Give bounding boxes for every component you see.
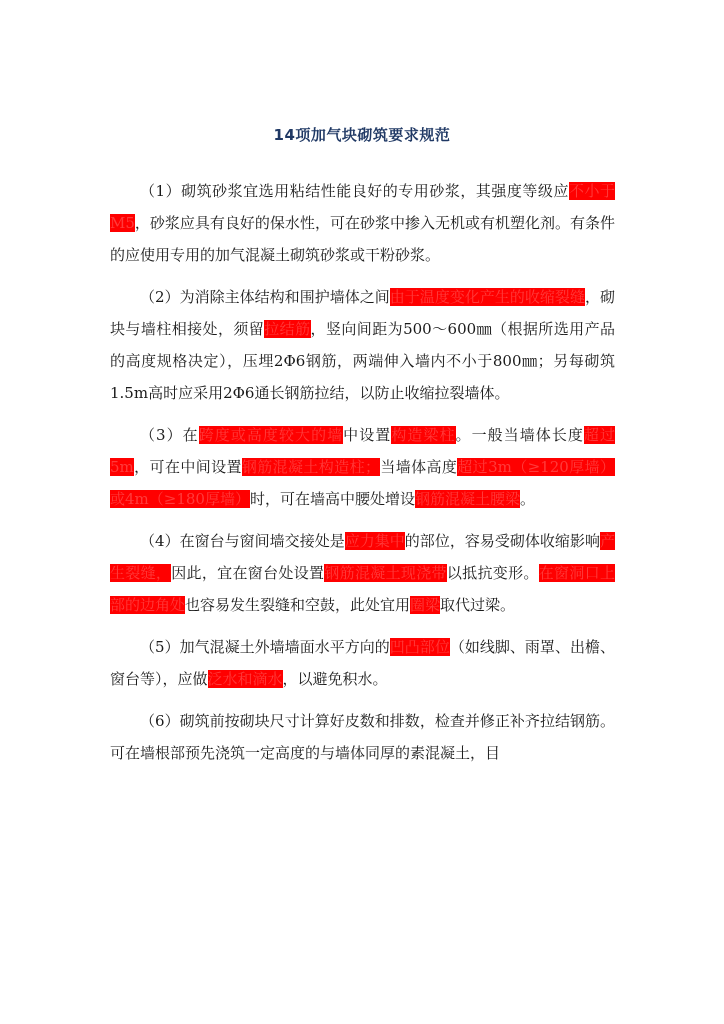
- text-segment: （6）砌筑前按砌块尺寸计算好皮数和排数，检查并修正补齐拉结钢筋。可在墙根部预先浇筑一定高度的与墙体同厚的素混凝土，目: [110, 712, 615, 762]
- highlighted-text: 钢筋混凝土现浇带: [324, 564, 447, 582]
- highlighted-text: 钢筋混凝土构造柱；: [241, 458, 380, 476]
- document-title: 14项加气块砌筑要求规范: [273, 126, 451, 144]
- highlighted-text: 钢筋混凝土腰梁: [414, 490, 520, 508]
- paragraph: [110, 631, 615, 695]
- text-segment: 因此，宜在窗台处设置: [171, 564, 325, 582]
- paragraph: [110, 705, 615, 769]
- highlighted-text: 应力集中: [344, 532, 405, 550]
- text-segment: 取代过梁。: [440, 596, 516, 614]
- highlighted-text: 在窗洞口上部的边角处: [110, 564, 615, 614]
- highlighted-text: 产生裂缝，: [110, 532, 615, 582]
- text-segment: （如线脚、雨罩、出檐、窗台等），应做: [110, 638, 615, 688]
- text-segment: （1）砌筑砂浆宜选用粘结性能良好的专用砂浆，其强度等级应: [140, 182, 569, 200]
- text-segment: 当墙体高度: [379, 458, 458, 476]
- highlighted-text: 泛水和滴水: [207, 670, 283, 688]
- document-body: [110, 175, 615, 779]
- text-segment: 也容易发生裂缝和空鼓，此处宜用: [185, 596, 411, 614]
- text-segment: （2）为消除主体结构和围护墙体之间: [140, 288, 390, 306]
- text-segment: （4）在窗台与窗间墙交接处是: [140, 532, 345, 550]
- paragraph: [110, 175, 615, 271]
- highlighted-text: 超过5m: [110, 426, 615, 476]
- highlighted-text: 构造梁柱: [391, 426, 456, 444]
- highlighted-text: 凹凸部位: [389, 638, 450, 656]
- highlighted-text: 由于温度变化产生的收缩裂缝: [389, 288, 585, 306]
- paragraph: [110, 281, 615, 409]
- text-segment: （5）加气混凝土外墙墙面水平方向的: [140, 638, 390, 656]
- highlighted-text: 超过3m（≥120厚墙）或4m（≥180厚墙）: [110, 458, 615, 508]
- paragraph: [110, 419, 615, 515]
- highlighted-text: 拉结筋: [264, 320, 311, 338]
- text-segment: ，砂浆应具有良好的保水性，可在砂浆中掺入无机或有机塑化剂。有条件的应使用专用的加气混凝土砌筑砂浆或干粉砂浆。: [110, 214, 615, 264]
- text-segment: ，可在中间设置: [133, 458, 242, 476]
- text-segment: 以抵抗变形。: [446, 564, 539, 582]
- highlighted-text: 不小于M5: [110, 182, 615, 232]
- text-segment: ，以避免积水。: [282, 670, 388, 688]
- text-segment: 时，可在墙高中腰处增设: [249, 490, 415, 508]
- text-segment: 。: [520, 490, 536, 508]
- text-segment: ，砌块与墙柱相接处，须留: [110, 288, 615, 338]
- highlighted-text: 圈梁: [410, 596, 441, 614]
- text-segment: ，竖向间距为500～600㎜（根据所选用产品的高度规格决定），压埋2Φ6钢筋，两端伸入墙内不小于800㎜；另每砌筑1.5m高时应采用2Φ6通长钢筋拉结，以防止收缩拉裂墙体。: [110, 320, 615, 402]
- text-segment: 。一般当墙体长度: [455, 426, 584, 444]
- text-segment: （3）在: [140, 426, 199, 444]
- text-segment: 的部位，容易受砌体收缩影响: [404, 532, 600, 550]
- text-segment: 中设置: [343, 426, 392, 444]
- highlighted-text: 跨度或高度较大的墙: [198, 426, 344, 444]
- paragraph: [110, 525, 615, 621]
